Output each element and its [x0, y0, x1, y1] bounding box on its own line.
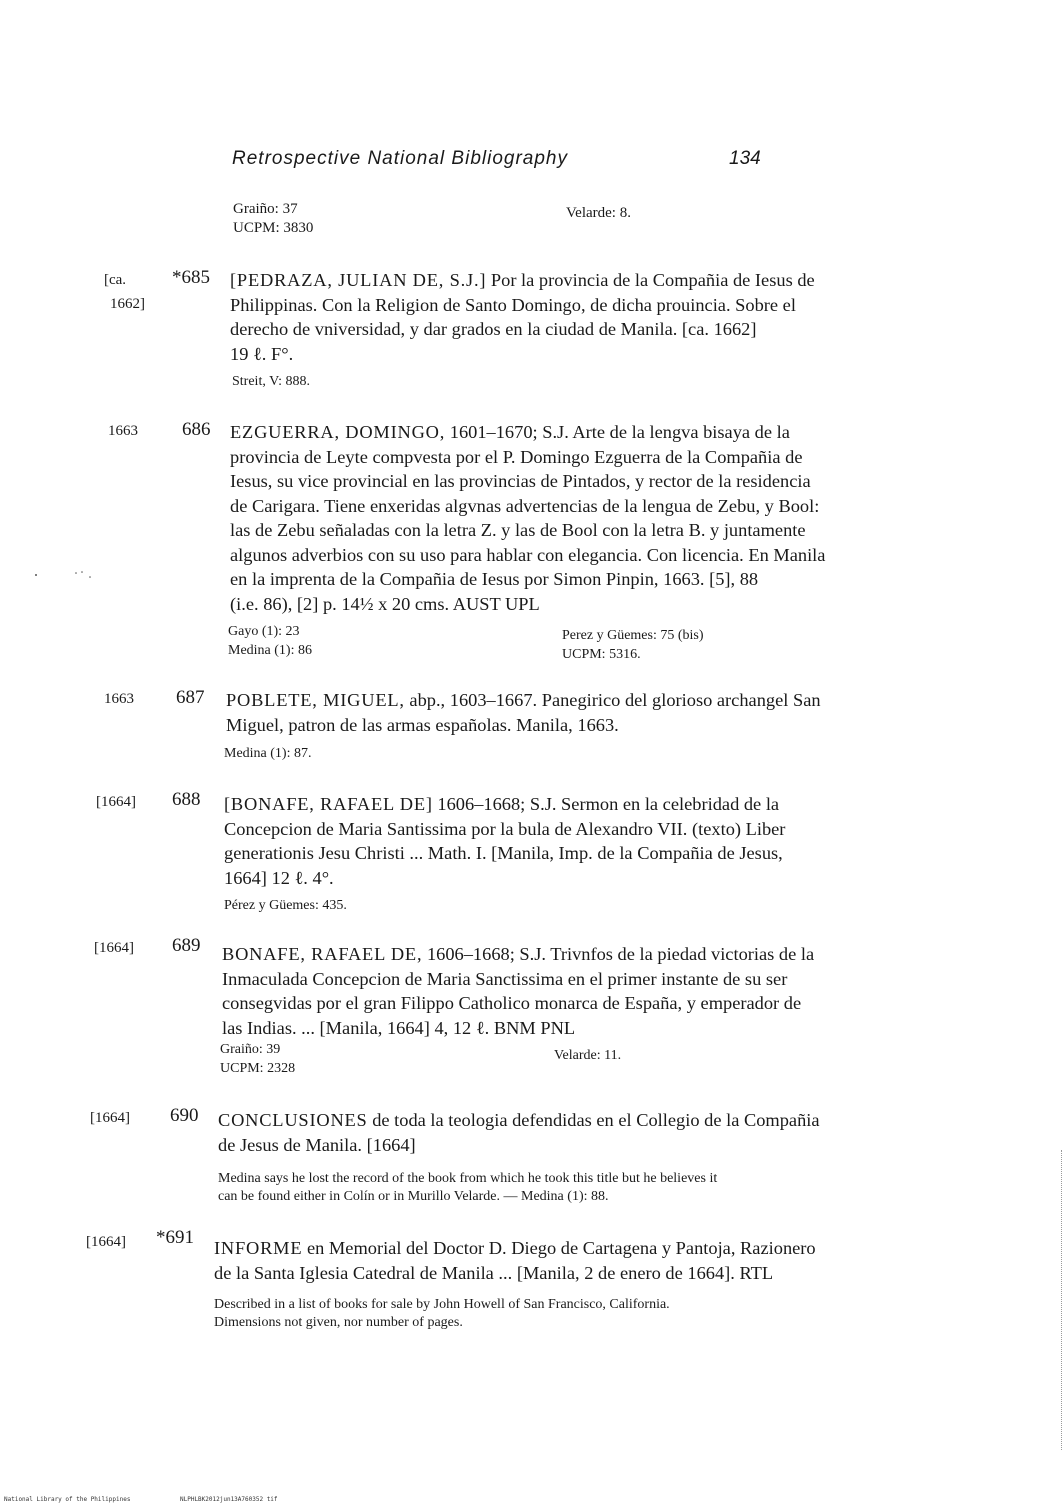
entry-date: [ca. 1662] — [104, 272, 145, 312]
entry-text: POBLETE, MIGUEL, abp., 1603–1667. Panegirico del glorioso archangel San Miguel, patron de las armas españolas. Manila, 1663. — [226, 690, 821, 735]
entry-number: *685 — [172, 267, 210, 288]
entry-references: Gayo (1): 23 Medina (1): 86 Perez y Güemes: 75 (bis) UCPM: 5316. — [228, 624, 704, 662]
ref-line: Velarde: 8. — [566, 205, 631, 221]
entry-note: Medina says he lost the record of the book from which he took this title but he believes it can be found either in Colín or in Murillo Velarde. — Medina (1): 88. — [218, 1171, 718, 1204]
entry-text: BONAFE, RAFAEL DE, 1606–1668; S.J. Trivnfos de la piedad victorias de la Inmaculada Concepcion de Maria Sanctissima en el primer instante de su ser consegvidas por el gran Filippo Catholico monarca de España, y emperador de las Indias. ... [Manila, 1664] 4, 12 ℓ. BNM PNL — [222, 944, 815, 1038]
footer-file-id: NLPHLBK2012jun13A760352 tif — [180, 1496, 278, 1503]
entry-number: 690 — [170, 1105, 199, 1126]
header-title: Retrospective National Bibliography — [232, 148, 568, 169]
entry-date: 1663 — [104, 691, 134, 707]
entry-date: [1664] — [90, 1110, 130, 1126]
ref-line: UCPM: 3830 — [233, 220, 314, 236]
scan-footer — [4, 1496, 278, 1503]
entry-date: [1664] — [96, 794, 136, 810]
entry-references: Medina (1): 87. — [224, 746, 312, 761]
entry-number: 688 — [172, 789, 201, 810]
entry-number: 686 — [182, 419, 211, 440]
entry-number: *691 — [156, 1227, 194, 1248]
entry-number: 687 — [176, 687, 205, 708]
footer-library: National Library of the Philippines — [4, 1496, 131, 1503]
entry-text: EZGUERRA, DOMINGO, 1601–1670; S.J. Arte de la lengva bisaya de la provincia de Leyte compvesta por el P. Domingo Ezguerra de la Compañia de Iesus, su vice provincial en las provincias de Pintados, y rector de la residencia de Carigara. Tiene enxeridas algvnas advertencias de la lengua de Zebu, y Bool: las de Zebu señaladas con la letra Z. y las de Bool con la letra B. y juntamente algunos adverbios con su uso para hablar con elegancia. Con licencia. En Manila en la imprenta de la Compañia de Iesus por Simon Pinpin, 1663. [5], 88 (i.e. 86), [2] p. 14½ x 20 cms. AUST UPL — [230, 422, 826, 614]
entry-references: Graiño: 39 UCPM: 2328 Velarde: 11. — [220, 1042, 622, 1076]
entry-date: 1663 — [108, 423, 138, 439]
entry-text: CONCLUSIONES de toda la teologia defendidas en el Collegio de la Compañia de Jesus de Manila. [1664] — [218, 1110, 820, 1155]
ref-line: Graiño: 37 — [233, 201, 298, 217]
entry-text: INFORME en Memorial del Doctor D. Diego de Cartagena y Pantoja, Razionero de la Santa Iglesia Catedral de Manila ... [Manila, 2 de enero de 1664]. RTL — [214, 1238, 816, 1283]
page-number: 134 — [729, 148, 761, 169]
page-header — [232, 148, 772, 178]
speck-marks — [30, 565, 110, 585]
scan-specks — [30, 565, 110, 585]
entry-references: Pérez y Güemes: 435. — [224, 898, 347, 913]
entry-date: [1664] — [86, 1234, 126, 1250]
entry-number: 689 — [172, 935, 201, 956]
continued-references — [233, 200, 753, 238]
entry-text: [BONAFE, RAFAEL DE] 1606–1668; S.J. Sermon en la celebridad de la Concepcion de Maria Santissima por la bula de Alexandro VII. (texto) Liber generationis Jesu Christi ... Math. I. [Manila, Imp. de la Compañia de Jesus, 1664] 12 ℓ. 4°. — [224, 794, 786, 888]
entry-references: Streit, V: 888. — [232, 374, 311, 389]
entry-date: [1664] — [94, 940, 134, 956]
entry-text: [PEDRAZA, JULIAN DE, S.J.] Por la provincia de la Compañia de Iesus de Philippinas. Con la Religion de Santo Domingo, de dicha prouincia. Sobre el derecho de vniversidad, y dar grados en la ciudad de Manila. [ca. 1662] 19 ℓ. F°. — [230, 270, 815, 364]
entry-note: Described in a list of books for sale by John Howell of San Francisco, California. Dimensions not given, nor number of pages. — [214, 1297, 670, 1330]
scan-edge-marks — [1057, 1150, 1062, 1450]
